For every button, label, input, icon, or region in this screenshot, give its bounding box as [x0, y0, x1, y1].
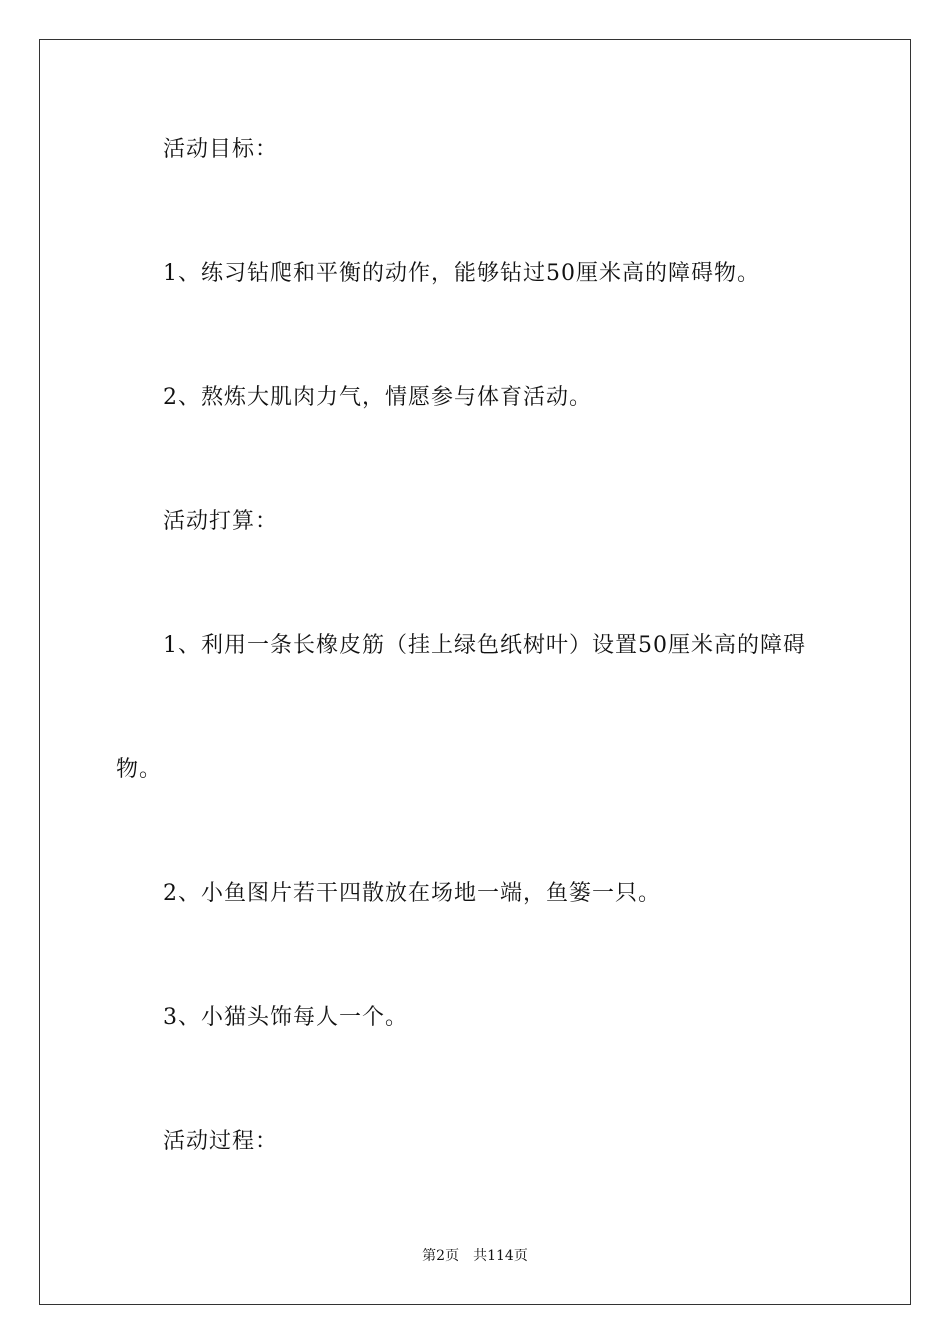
heading-activity-goals: 活动目标：: [163, 137, 279, 162]
preparation-item-1-continued: 物。: [116, 757, 163, 782]
page-total: 共114页: [473, 1248, 528, 1264]
preparation-item-3: 3、小猫头饰每人一个。: [163, 1005, 408, 1030]
preparation-item-2: 2、小鱼图片若干四散放在场地一端，鱼篓一只。: [163, 881, 661, 906]
heading-activity-preparation: 活动打算：: [163, 509, 279, 534]
heading-activity-process: 活动过程：: [163, 1129, 279, 1154]
goal-item-2: 2、熬炼大肌肉力气，情愿参与体育活动。: [163, 385, 592, 410]
page-footer: [0, 1247, 950, 1265]
page-frame: [39, 39, 911, 1305]
goal-item-1: 1、练习钻爬和平衡的动作，能够钻过50厘米高的障碍物。: [163, 261, 760, 286]
page-number: 第2页: [422, 1248, 460, 1264]
preparation-item-1: 1、利用一条长橡皮筋（挂上绿色纸树叶）设置50厘米高的障碍: [163, 633, 806, 658]
